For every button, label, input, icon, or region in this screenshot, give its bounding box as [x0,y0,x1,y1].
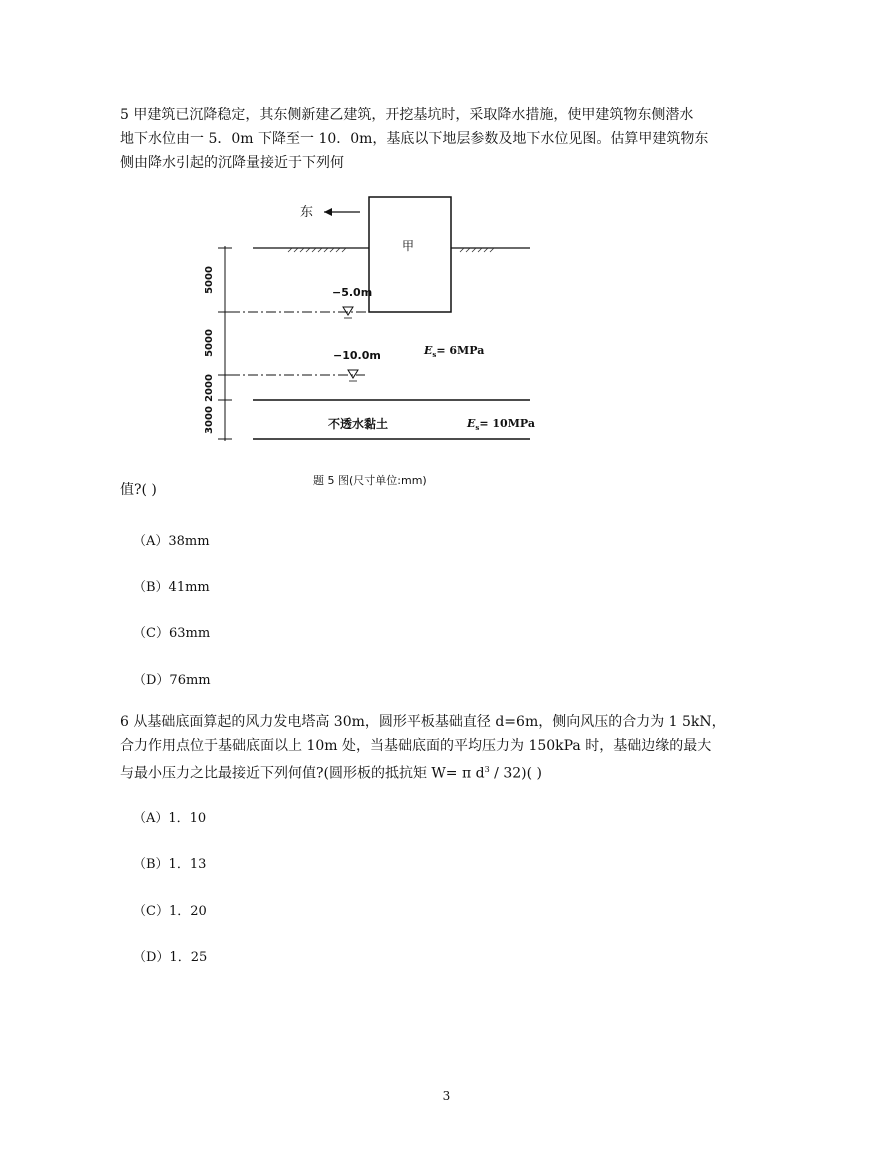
question-5-line-1: 5 甲建筑已沉降稳定，其东侧新建乙建筑，开挖基坑时，采取降水措施，使甲建筑物东侧潜水 [120,107,694,123]
question-5-text [120,103,760,175]
question-6-exponent: 3 [484,765,490,774]
east-label: 东 [300,205,314,220]
q6-option-c: （C）1．20 [133,904,207,919]
dim-5000-b: 5000 [204,329,215,357]
building-label: 甲 [402,239,415,253]
water-level-2-label: −10.0m [333,349,381,362]
dim-2000: 2000 [204,374,215,402]
east-arrow-icon [324,208,360,216]
question-6-line-1: 6 从基础底面算起的风力发电塔高 30m，圆形平板基础直径 d=6m，侧向风压的合力为 1 5kN， [120,714,726,730]
question-5-line-3: 侧由降水引起的沉降量接近于下列何 [120,155,344,171]
question-6-line-3-b: / 32)( ) [489,765,542,782]
question-6-line-2: 合力作用点位于基础底面以上 10m 处，当基础底面的平均压力为 150kPa 时，基础边缘的最大 [120,738,712,754]
figure-caption: 题 5 图(尺寸单位:mm) [313,474,427,487]
es-lower-label: $E_s= 10MPa$ [467,417,535,432]
question-5-figure [190,188,540,493]
clay-label: 不透水黏土 [328,417,389,431]
q6-option-d: （D）1．25 [133,950,208,965]
page-number: 3 [442,1089,451,1103]
question-5-line-2: 地下水位由一 5．0m 下降至一 10．0m，基底以下地层参数及地下水位见图。估算甲建筑物东 [120,131,709,147]
q5-option-a: （A）38mm [133,534,210,549]
q5-option-d: （D）76mm [133,673,211,688]
dim-3000: 3000 [204,406,215,434]
water-level-1-label: −5.0m [332,286,373,299]
q6-option-a: （A）1．10 [133,811,207,826]
building-box [369,197,451,312]
q6-option-b: （B）1．13 [133,857,207,872]
q5-option-c: （C）63mm [133,626,211,641]
q5-option-b: （B）41mm [133,580,210,595]
es-upper-label: $E_s= 6MPa$ [424,344,485,359]
dimension-line [218,246,232,441]
question-6-line-3-a: 与最小压力之比最接近下列何值?(圆形板的抵抗矩 W= π d [120,765,485,782]
question-6-line-3 [120,758,760,786]
question-6-text [120,710,760,786]
question-5-tail: 值?( ) [120,482,157,498]
dim-5000-a: 5000 [204,266,215,294]
